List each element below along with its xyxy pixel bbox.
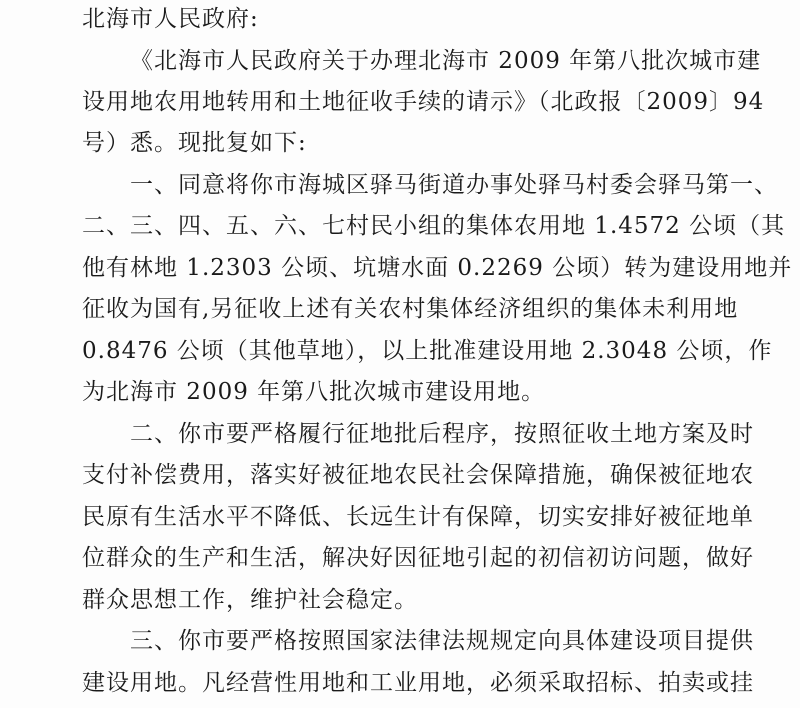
- text-line: 三、你市要严格按照国家法律法规规定向具体建设项目提供: [130, 628, 754, 654]
- text-line: 一、同意将你市海城区驿马街道办事处驿马村委会驿马第一、: [130, 172, 778, 198]
- text-line: 支付补偿费用，落实好被征地农民社会保障措施，确保被征地农: [82, 462, 754, 488]
- addressee-line: 北海市人民政府:: [82, 6, 259, 32]
- text-line: 0.8476 公顷（其他草地），以上批准建设用地 2.3048 公顷，作: [82, 338, 773, 364]
- text-line: 为北海市 2009 年第八批次城市建设用地。: [82, 379, 546, 405]
- text-line: 群众思想工作，维护社会稳定。: [82, 587, 418, 613]
- text-line: 建设用地。凡经营性用地和工业用地，必须采取招标、拍卖或挂: [82, 670, 754, 696]
- text-line: 民原有生活水平不降低、长远生计有保障，切实安排好被征地单: [82, 504, 754, 530]
- text-line: 位群众的生产和生活，解决好因征地引起的初信初访问题，做好: [82, 545, 754, 571]
- text-line: 《北海市人民政府关于办理北海市 2009 年第八批次城市建: [130, 48, 762, 74]
- text-line: 设用地农用地转用和土地征收手续的请示》（北政报〔2009〕94: [82, 89, 765, 115]
- text-line: 他有林地 1.2303 公顷、坑塘水面 0.2269 公顷）转为建设用地并: [82, 255, 793, 281]
- text-line: 二、你市要严格履行征地批后程序，按照征收土地方案及时: [130, 421, 754, 447]
- text-line: 号）悉。现批复如下:: [82, 130, 307, 156]
- text-line: 征收为国有,另征收上述有关农村集体经济组织的集体未利用地: [82, 296, 739, 322]
- text-line: 二、三、四、五、六、七村民小组的集体农用地 1.4572 公顷（其: [82, 213, 786, 239]
